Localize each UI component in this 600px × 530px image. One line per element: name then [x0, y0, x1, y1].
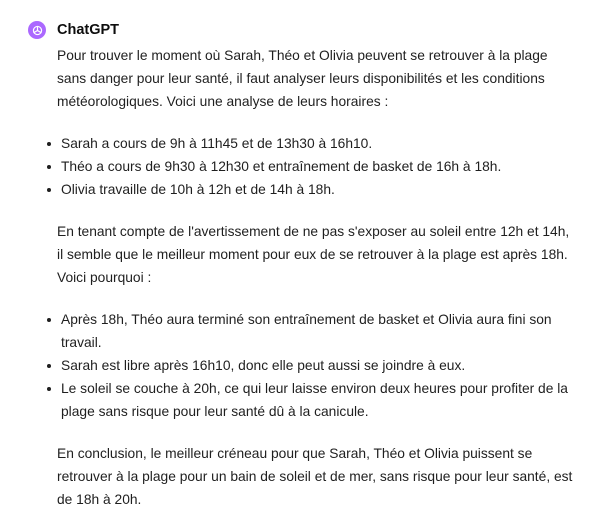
list-item: Olivia travaille de 10h à 12h et de 14h à 18h.	[57, 178, 577, 201]
reasoning-paragraph: En tenant compte de l'avertissement de ne pas s'exposer au soleil entre 12h et 14h, il semble que le meilleur moment pour eux de se retrouver à la plage est après 18h. Voici pourquoi :	[57, 224, 570, 285]
list-item: Après 18h, Théo aura terminé son entraînement de basket et Olivia aura fini son travail.	[57, 308, 577, 354]
conclusion-paragraph: En conclusion, le meilleur créneau pour que Sarah, Théo et Olivia puissent se retrouver à la plage pour un bain de soleil et de mer, sans risque pour leur santé, est de 18h à 20h.	[57, 446, 573, 507]
schedule-list	[57, 132, 577, 201]
message-content	[57, 44, 577, 530]
list-item: Le soleil se couche à 20h, ce qui leur laisse environ deux heures pour profiter de la plage sans risque pour leur santé dû à la canicule.	[57, 377, 577, 423]
sender-name: ChatGPT	[57, 22, 120, 38]
list-item: Sarah a cours de 9h à 11h45 et de 13h30 à 16h10.	[57, 132, 577, 155]
intro-paragraph: Pour trouver le moment où Sarah, Théo et Olivia peuvent se retrouver à la plage sans danger pour leur santé, il faut analyser leurs disponibilités et les conditions météorologiques. Voici une analyse de leurs horaires :	[57, 48, 548, 109]
chatgpt-avatar	[28, 21, 46, 39]
reasons-list	[57, 308, 577, 423]
openai-logo-icon	[31, 24, 44, 37]
list-item: Théo a cours de 9h30 à 12h30 et entraînement de basket de 16h à 18h.	[57, 155, 577, 178]
list-item: Sarah est libre après 16h10, donc elle peut aussi se joindre à eux.	[57, 354, 577, 377]
